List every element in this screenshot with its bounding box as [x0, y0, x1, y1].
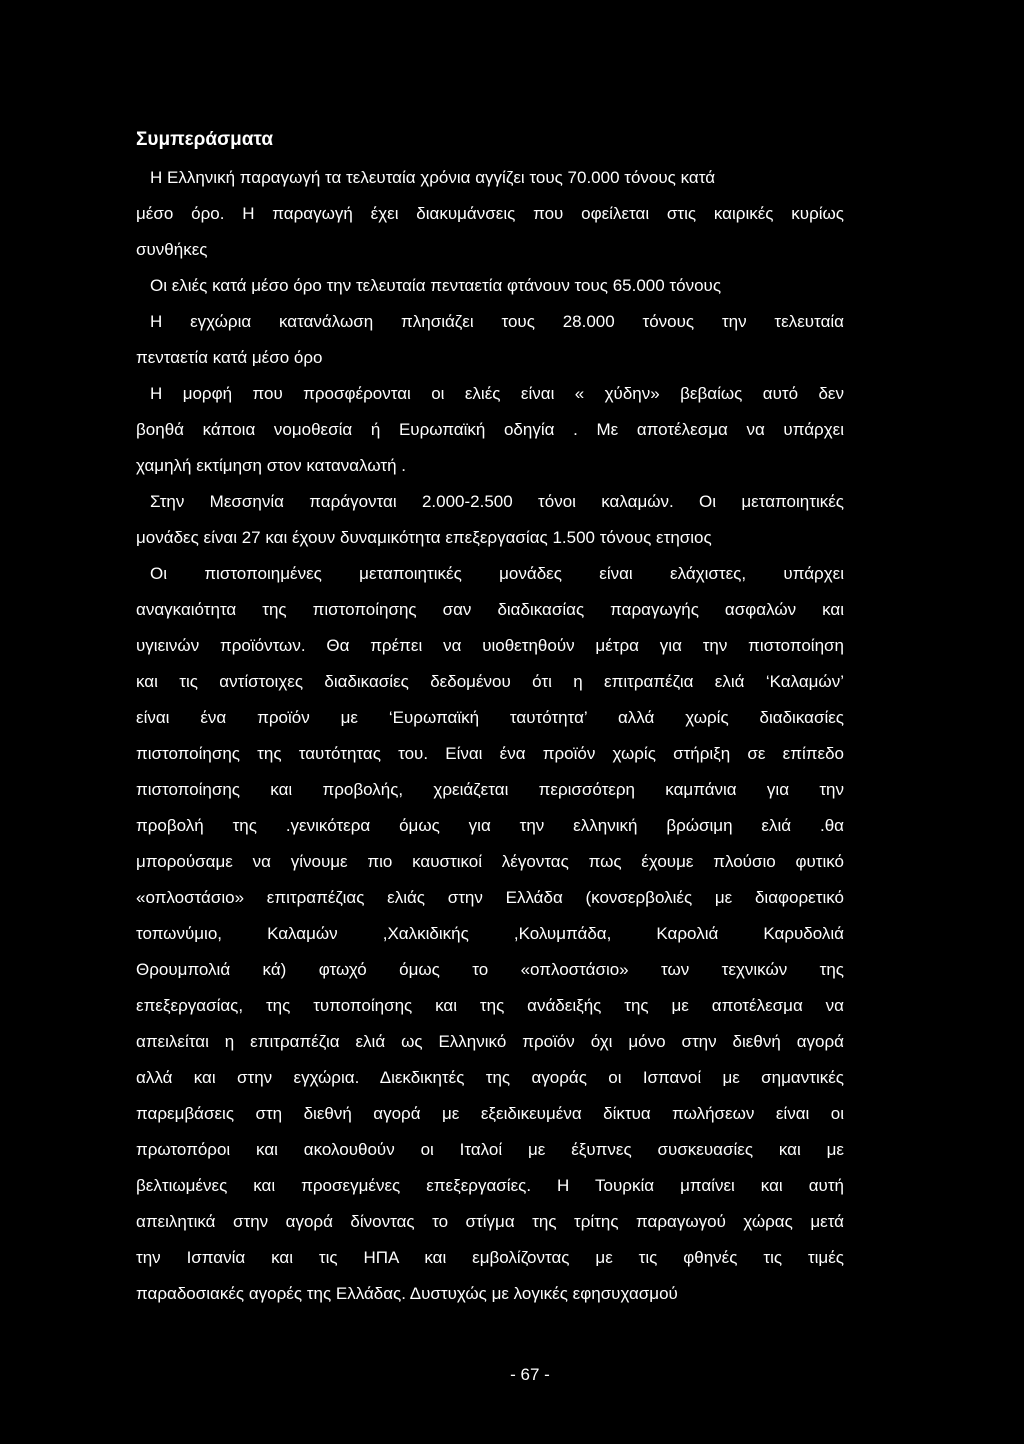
text-line: πρωτοπόροι και ακολουθούν οι Ιταλοί με έξυπνες συσκευασίες και με	[136, 1140, 844, 1159]
text-line: Οι ελιές κατά μέσο όρο την τελευταία πενταετία φτάνουν τους 65.000 τόνους	[150, 276, 722, 295]
text-line: παρεμβάσεις στη διεθνή αγορά με εξειδικευμένα δίκτυα πωλήσεων είναι οι	[136, 1104, 844, 1123]
text-line: πενταετία κατά μέσο όρο	[136, 348, 323, 367]
text-line: Θρουμπολιά κά) φτωχό όμως το «οπλοστάσιο» των τεχνικών της	[136, 960, 844, 979]
text-line: Στην Μεσσηνία παράγονται 2.000-2.500 τόνοι καλαμών. Οι μεταποιητικές	[150, 492, 844, 511]
text-line: Η Ελληνική παραγωγή τα τελευταία χρόνια αγγίζει τους 70.000 τόνους κατά	[150, 168, 716, 187]
text-line: αλλά και στην εγχώρια. Διεκδικητές της αγοράς οι Ισπανοί με σημαντικές	[136, 1068, 844, 1087]
text-line: υγιεινών προϊόντων. Θα πρέπει να υιοθετηθούν μέτρα για την πιστοποίηση	[136, 636, 844, 655]
text-line: μονάδες είναι 27 και έχουν δυναμικότητα επεξεργασίας 1.500 τόνους ετησιος	[136, 528, 712, 547]
text-line: πιστοποίησης της ταυτότητας του. Είναι ένα προϊόν χωρίς στήριξη σε επίπεδο	[136, 744, 844, 763]
text-line: αναγκαιότητα της πιστοποίησης σαν διαδικασίας παραγωγής ασφαλών και	[136, 600, 844, 619]
text-line: παραδοσιακές αγορές της Ελλάδας. Δυστυχώς με λογικές εφησυχασμού	[136, 1284, 678, 1303]
text-line: Οι πιστοποιημένες μεταποιητικές μονάδες είναι ελάχιστες, υπάρχει	[150, 564, 844, 583]
text-line: μέσο όρο. Η παραγωγή έχει διακυμάνσεις που οφείλεται στις καιρικές κυρίως	[136, 204, 844, 223]
page-number: - 67 -	[510, 1365, 550, 1384]
text-line: πιστοποίησης και προβολής, χρειάζεται περισσότερη καμπάνια για την	[136, 780, 844, 799]
text-line: την Ισπανία και τις ΗΠΑ και εμβολίζοντας με τις φθηνές τις τιμές	[136, 1248, 844, 1267]
text-line: απειλείται η επιτραπέζια ελιά ως Ελληνικό προϊόν όχι μόνο στην διεθνή αγορά	[136, 1032, 844, 1051]
text-line: Η μορφή που προσφέρονται οι ελιές είναι « χύδην» βεβαίως αυτό δεν	[150, 384, 844, 403]
section-heading: Συμπεράσματα	[136, 129, 274, 150]
text-line: τοπωνύμιο, Καλαμών ,Χαλκιδικής ,Κολυμπάδα, Καρολιά Καρυδολιά	[136, 924, 844, 943]
text-line: Η εγχώρια κατανάλωση πλησιάζει τους 28.000 τόνους την τελευταία	[150, 312, 844, 331]
text-line: επεξεργασίας, της τυποποίησης και της ανάδειξής της με αποτέλεσμα να	[136, 996, 844, 1015]
text-line: συνθήκες	[136, 240, 208, 259]
text-line: απειλητικά στην αγορά δίνοντας το στίγμα της τρίτης παραγωγού χώρας μετά	[136, 1212, 844, 1231]
text-line: βοηθά κάποια νομοθεσία ή Ευρωπαϊκή οδηγία . Με αποτέλεσμα να υπάρχει	[136, 420, 844, 439]
text-line: προβολή της .γενικότερα όμως για την ελληνική βρώσιμη ελιά .θα	[136, 816, 844, 835]
text-line: βελτιωμένες και προσεγμένες επεξεργασίες. Η Τουρκία μπαίνει και αυτή	[136, 1176, 844, 1195]
text-line: και τις αντίστοιχες διαδικασίες δεδομένου ότι η επιτραπέζια ελιά ‘Καλαμών’	[136, 672, 844, 691]
text-line: μπορούσαμε να γίνουμε πιο καυστικοί λέγοντας πως έχουμε πλούσιο φυτικό	[136, 852, 844, 871]
text-line: «οπλοστάσιο» επιτραπέζιας ελιάς στην Ελλάδα (κονσερβολιές με διαφορετικό	[136, 888, 844, 907]
text-line: είναι ένα προϊόν με ‘Ευρωπαϊκή ταυτότητα’ αλλά χωρίς διαδικασίες	[136, 708, 844, 727]
text-line: χαμηλή εκτίμηση στον καταναλωτή .	[136, 456, 406, 475]
